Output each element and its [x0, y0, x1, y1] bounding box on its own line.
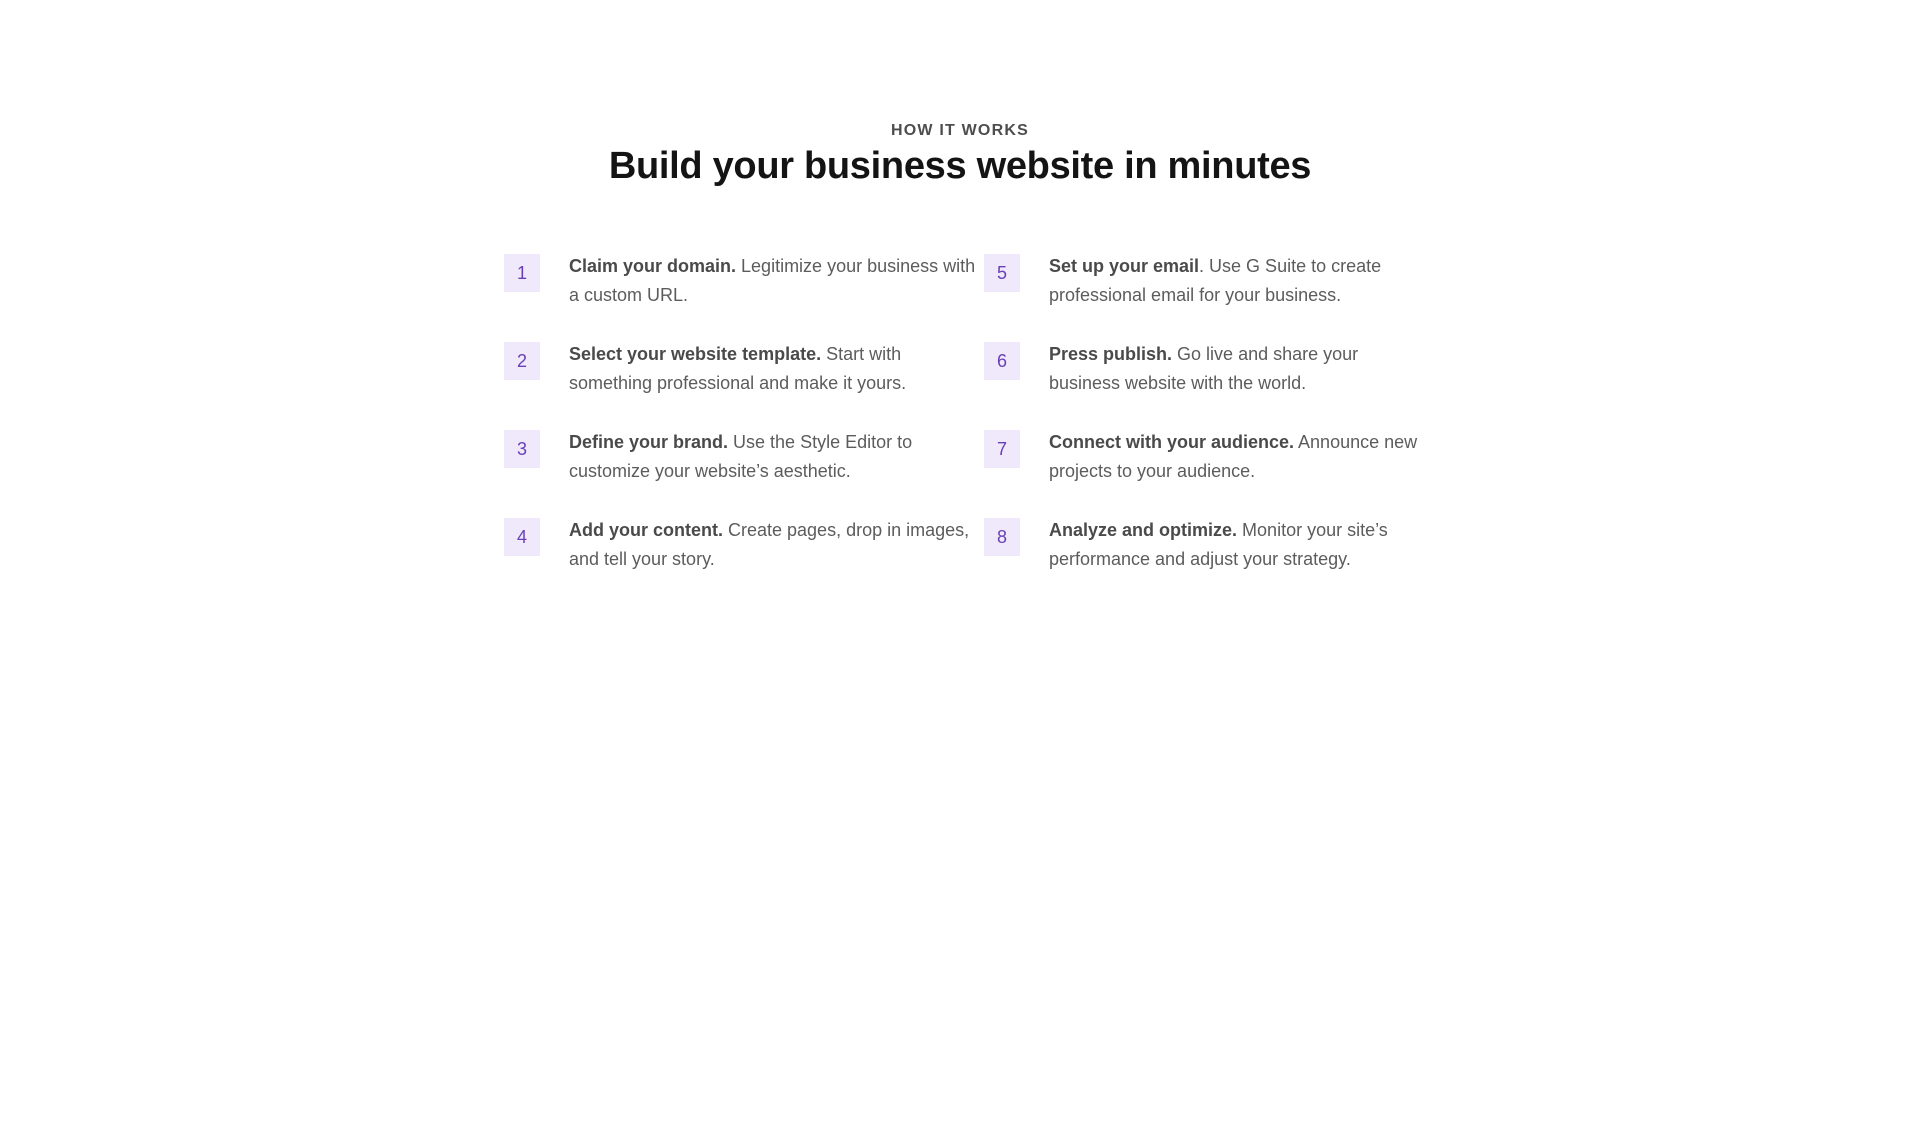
step-description: Legitimize your business with a custom URL.: [569, 256, 976, 305]
step-text: [1049, 252, 1424, 310]
step-number-badge: 1: [504, 254, 540, 292]
step-description: . Use G Suite to create professional email for your business.: [1049, 256, 1382, 305]
step-number-badge: 5: [984, 254, 1020, 292]
step-text: [1049, 340, 1424, 398]
step-item: [984, 342, 1424, 430]
step-description: Announce new projects to your audience.: [1049, 432, 1418, 481]
step-description: Start with something professional and make it yours.: [569, 344, 907, 393]
step-title: Select your website template.: [569, 344, 822, 364]
step-number-badge: 2: [504, 342, 540, 380]
step-item: [984, 430, 1424, 518]
step-description: Go live and share your business website with the world.: [1049, 344, 1359, 393]
step-title: Analyze and optimize.: [1049, 520, 1238, 540]
section-headline: Build your business website in minutes: [608, 145, 1312, 187]
step-item: [504, 254, 984, 342]
step-title: Add your content.: [569, 520, 723, 540]
steps-grid: [504, 254, 1424, 606]
step-title: Press publish.: [1049, 344, 1173, 364]
step-title: Define your brand.: [569, 432, 729, 452]
step-item: [984, 518, 1424, 606]
step-text: [1049, 516, 1424, 574]
step-item: [504, 342, 984, 430]
step-description: Create pages, drop in images, and tell your story.: [569, 520, 970, 569]
step-number-badge: 3: [504, 430, 540, 468]
step-title: Set up your email: [1049, 256, 1200, 276]
step-item: [504, 518, 984, 606]
step-title: Claim your domain.: [569, 256, 737, 276]
step-number-badge: 4: [504, 518, 540, 556]
step-description: Use the Style Editor to customize your website’s aesthetic.: [569, 432, 913, 481]
step-item: [504, 430, 984, 518]
step-title: Connect with your audience.: [1049, 432, 1295, 452]
step-text: [569, 428, 984, 486]
step-number-badge: 7: [984, 430, 1020, 468]
step-text: [1049, 428, 1424, 486]
step-number-badge: 8: [984, 518, 1020, 556]
step-description: Monitor your site’s performance and adjust your strategy.: [1049, 520, 1388, 569]
step-item: [984, 254, 1424, 342]
step-text: [569, 340, 984, 398]
section-eyebrow: HOW IT WORKS: [891, 122, 1029, 139]
step-number-badge: 6: [984, 342, 1020, 380]
step-text: [569, 516, 984, 574]
step-text: [569, 252, 984, 310]
